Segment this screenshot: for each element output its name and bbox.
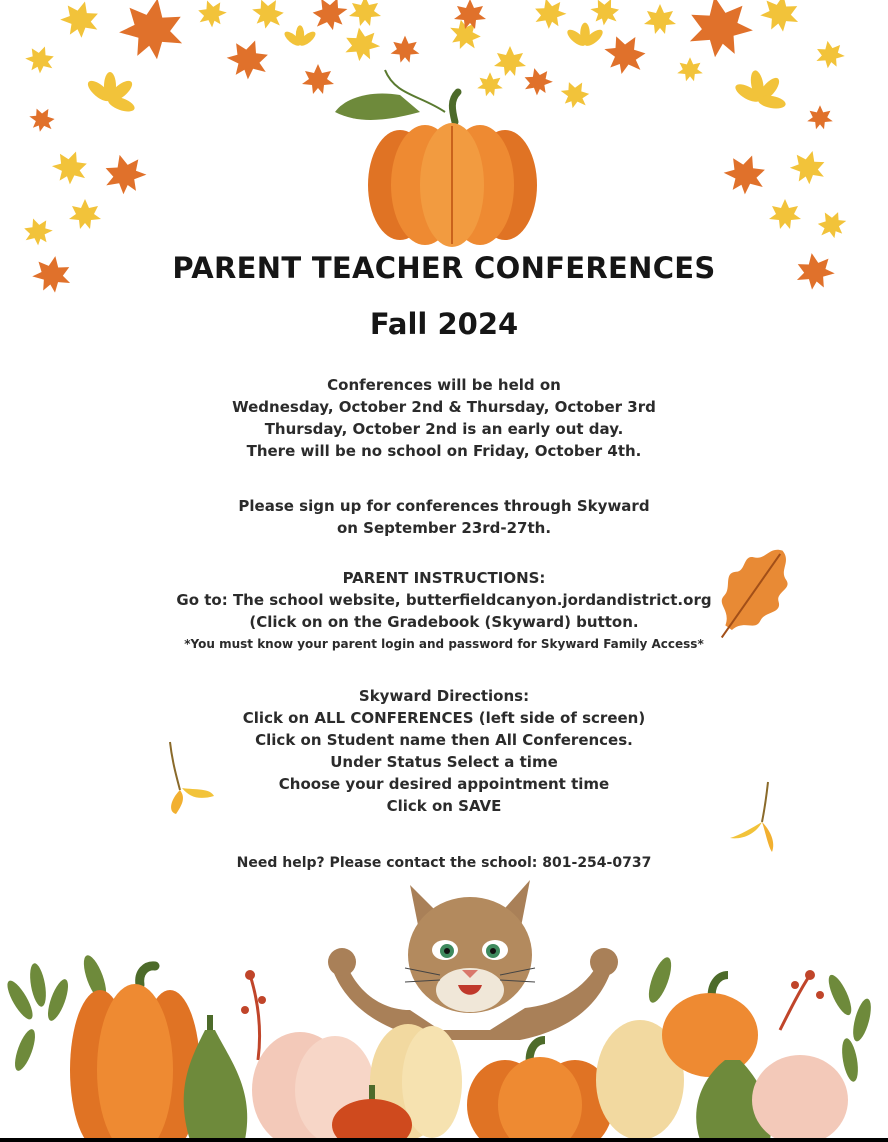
parent-instructions-block <box>0 567 888 655</box>
skyward-directions-block <box>0 685 888 817</box>
signup-block <box>0 495 888 539</box>
signup-line: Please sign up for conferences through Skyward <box>238 497 650 515</box>
instructions-line: Go to: The school website, butterfieldcanyon.jordandistrict.org <box>176 591 712 609</box>
help-contact: Need help? Please contact the school: 801-254-0737 <box>236 855 652 871</box>
directions-line: Click on ALL CONFERENCES (left side of screen) <box>242 709 646 727</box>
pumpkin-icon <box>70 966 200 1142</box>
instructions-line: (Click on on the Gradebook (Skyward) button. <box>249 613 639 631</box>
schedule-block <box>0 374 888 462</box>
schedule-line: Conferences will be held on <box>327 376 561 394</box>
instructions-heading: PARENT INSTRUCTIONS: <box>342 569 546 587</box>
schedule-line: Thursday, October 2nd is an early out day. <box>264 420 624 438</box>
pumpkin-icon <box>467 1040 613 1142</box>
signup-line: on September 23rd-27th. <box>336 519 552 537</box>
pumpkin-icon <box>662 975 758 1077</box>
schedule-line: Wednesday, October 2nd & Thursday, October 3rd <box>232 398 656 416</box>
instructions-note: *You must know your parent login and password for Skyward Family Access* <box>184 637 704 651</box>
directions-line: Under Status Select a time <box>330 753 558 771</box>
flyer-subtitle: Fall 2024 <box>369 307 519 341</box>
flyer-title: PARENT TEACHER CONFERENCES <box>172 251 716 285</box>
chestnut-leaf-icon <box>85 23 787 115</box>
directions-line: Choose your desired appointment time <box>278 775 610 793</box>
help-block <box>0 852 888 874</box>
pumpkin-icon <box>752 1055 848 1142</box>
schedule-line: There will be no school on Friday, October 4th. <box>246 442 642 460</box>
directions-line: Click on SAVE <box>386 797 502 815</box>
pumpkin-icon <box>335 70 537 247</box>
directions-line: Click on Student name then All Conferences. <box>255 731 633 749</box>
cat-mascot-icon <box>328 880 618 1040</box>
directions-heading: Skyward Directions: <box>358 687 530 705</box>
bottom-border <box>0 1138 888 1142</box>
